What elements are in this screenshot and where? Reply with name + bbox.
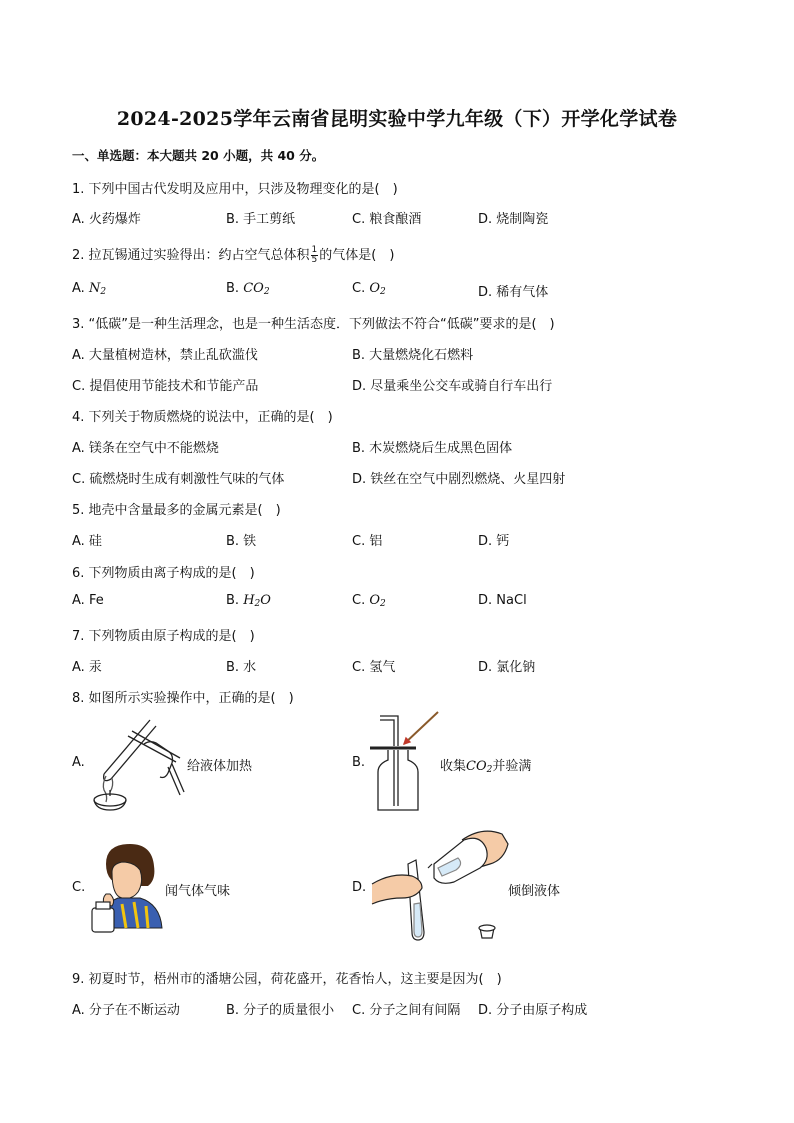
- q8-figure-c-caption: 闻气体气味: [165, 884, 231, 899]
- question-6: 6. 下列物质由离子构成的是( ): [72, 566, 255, 581]
- boy-smelling-icon: [88, 842, 168, 934]
- question-5: 5. 地壳中含量最多的金属元素是( ): [72, 503, 281, 518]
- question-3: 3. “低碳”是一种生活理念，也是一种生活态度．下列做法不符合“低碳”要求的是( ): [72, 317, 555, 332]
- pouring-liquid-icon: [368, 824, 512, 948]
- q2-option-b: B. $CO_2$: [226, 281, 270, 297]
- q1-option-d: D. 烧制陶瓷: [478, 212, 549, 227]
- q1-option-a: A. 火药爆炸: [72, 212, 141, 227]
- q9-option-c: C. 分子之间有间隔: [352, 1003, 461, 1018]
- q5-option-a: A. 硅: [72, 534, 102, 549]
- q7-option-c: C. 氢气: [352, 660, 396, 675]
- q5-option-c: C. 铝: [352, 534, 383, 549]
- page-title: 2024-2025学年云南省昆明实验中学九年级（下）开学化学试卷: [116, 108, 678, 130]
- q7-option-b: B. 水: [226, 660, 257, 675]
- q7-option-d: D. 氯化钠: [478, 660, 536, 675]
- q9-option-d: D. 分子由原子构成: [478, 1003, 588, 1018]
- q5-option-d: D. 钙: [478, 534, 510, 549]
- question-7: 7. 下列物质由原子构成的是( ): [72, 629, 255, 644]
- q6-option-d: D. NaCl: [478, 593, 527, 608]
- q1-option-b: B. 手工剪纸: [226, 212, 296, 227]
- q2-option-a: A. $N_2$: [72, 281, 107, 297]
- q2-option-d: D. 稀有气体: [478, 285, 549, 300]
- question-8: 8. 如图所示实验操作中，正确的是( ): [72, 691, 294, 706]
- q1-option-c: C. 粮食酿酒: [352, 212, 422, 227]
- q2-option-c: C. $O_2$: [352, 281, 386, 297]
- q3-option-d: D. 尽量乘坐公交车或骑自行车出行: [352, 379, 553, 394]
- q8-option-b-letter: B.: [352, 755, 366, 770]
- q4-option-c: C. 硫燃烧时生成有刺激性气味的气体: [72, 472, 285, 487]
- q4-option-b: B. 木炭燃烧后生成黑色固体: [352, 441, 513, 456]
- test-tube-heating-icon: [84, 712, 188, 812]
- q6-option-b: B. $H_2O$: [226, 593, 271, 609]
- q5-option-b: B. 铁: [226, 534, 257, 549]
- q4-option-d: D. 铁丝在空气中剧烈燃烧、火星四射: [352, 472, 566, 487]
- q6-option-c: C. $O_2$: [352, 593, 386, 609]
- q9-option-b: B. 分子的质量很小: [226, 1003, 335, 1018]
- gas-bottle-collection-icon: [368, 710, 448, 814]
- q8-option-d-letter: D.: [352, 880, 367, 895]
- q9-option-a: A. 分子在不断运动: [72, 1003, 180, 1018]
- q8-figure-b-caption: 收集$CO_2$并验满: [440, 759, 532, 775]
- q8-option-a-letter: A.: [72, 755, 85, 770]
- q7-option-a: A. 汞: [72, 660, 102, 675]
- q4-option-a: A. 镁条在空气中不能燃烧: [72, 441, 219, 456]
- q8-figure-d-caption: 倾倒液体: [508, 884, 561, 899]
- q6-option-a: A. Fe: [72, 593, 104, 608]
- question-9: 9. 初夏时节，梧州市的潘塘公园，荷花盛开，花香怡人，这主要是因为( ): [72, 972, 502, 987]
- q3-option-b: B. 大量燃烧化石燃料: [352, 348, 474, 363]
- q3-option-a: A. 大量植树造林，禁止乱砍滥伐: [72, 348, 258, 363]
- question-2: [72, 244, 394, 265]
- question-4: 4. 下列关于物质燃烧的说法中，正确的是( ): [72, 410, 333, 425]
- section-heading: 一、单选题：本大题共 20 小题，共 40 分。: [72, 148, 325, 163]
- q2-stem-post: 的气体是( ): [319, 248, 395, 263]
- question-1: 1. 下列中国古代发明及应用中，只涉及物理变化的是( ): [72, 182, 398, 197]
- q2-stem-pre: 2. 拉瓦锡通过实验得出：约占空气总体积: [72, 248, 310, 263]
- q3-option-c: C. 提倡使用节能技术和节能产品: [72, 379, 259, 394]
- q8-option-c-letter: C.: [72, 880, 86, 895]
- q2-fraction: $\frac{1}{5}$: [311, 245, 318, 265]
- q8-figure-a-caption: 给液体加热: [187, 759, 253, 774]
